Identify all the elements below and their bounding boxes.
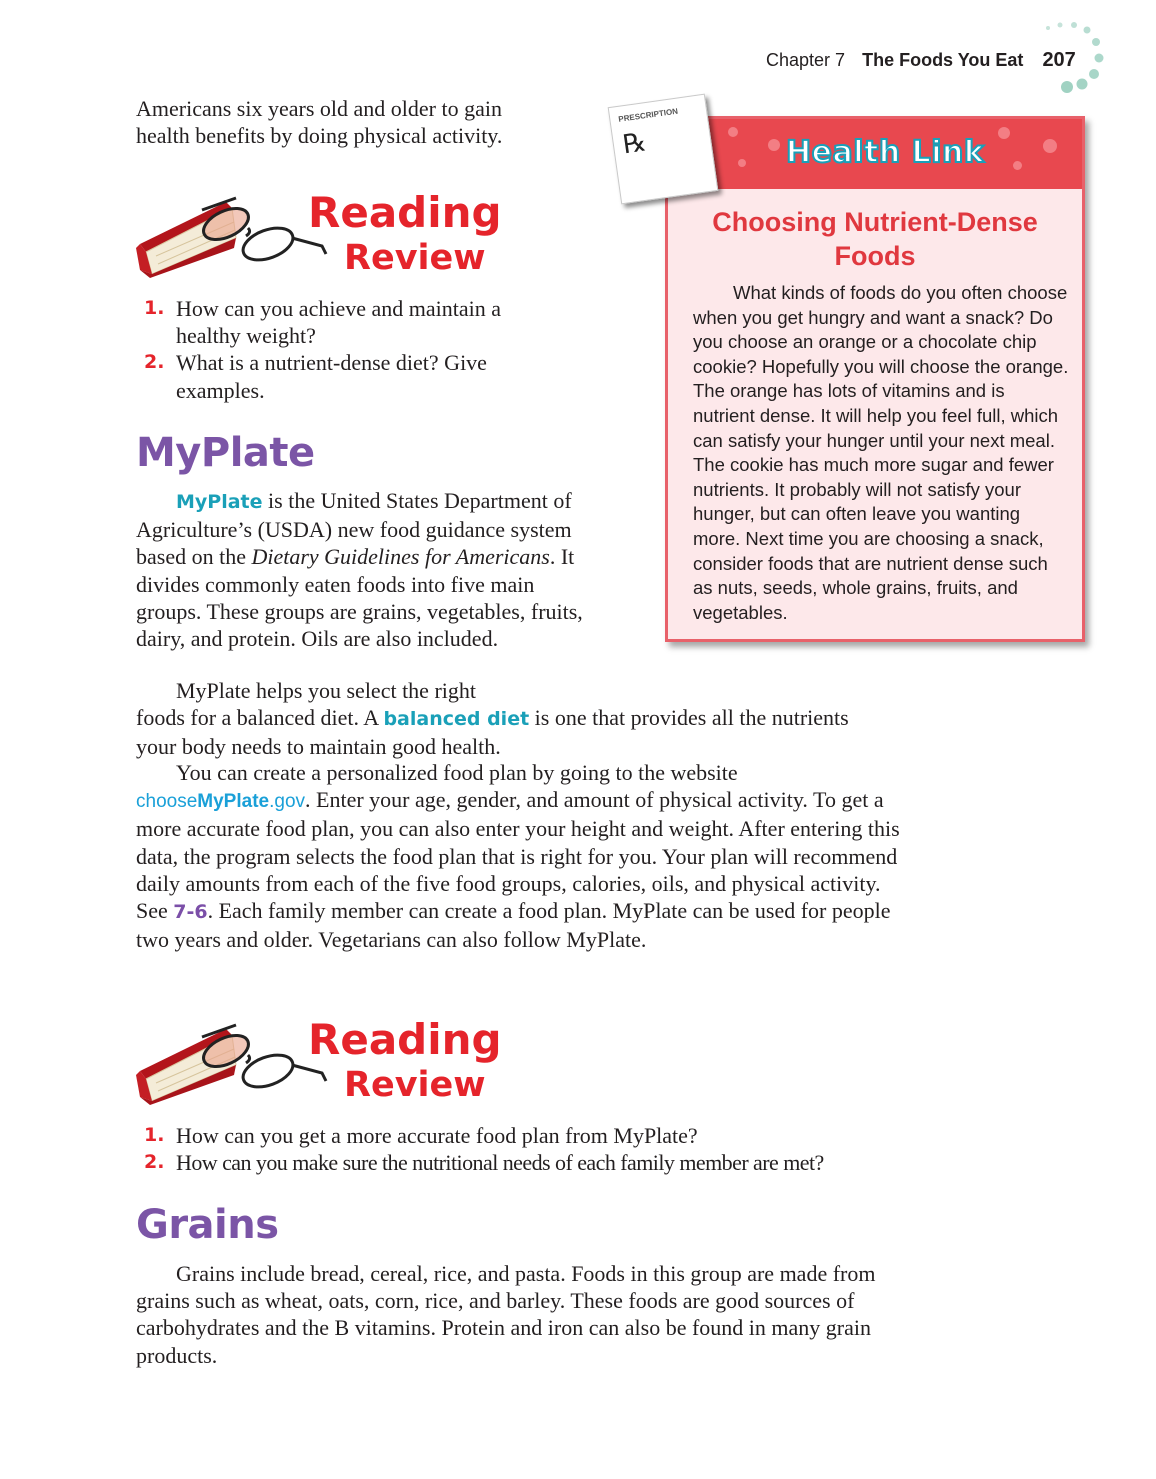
grains-heading: Grains xyxy=(136,1202,279,1248)
keyword-myplate: MyPlate xyxy=(176,491,263,513)
reading-review-title-word2: Review xyxy=(344,1065,486,1105)
health-link-box xyxy=(665,116,1085,642)
link-part: MyPlate xyxy=(197,791,270,813)
review-questions-1 xyxy=(136,295,566,404)
reading-review-title-word2: Review xyxy=(344,238,486,278)
keyword-balanced-diet: balanced diet xyxy=(383,708,530,730)
list-item xyxy=(136,1149,916,1176)
rx-symbol: ℞ xyxy=(621,127,649,161)
paragraph-text: . Enter your age, gender, and amount of physical activity. To get a more accurate food plan, you can also enter your height and weight. After entering this data, the program selects the food plan that is right for you. Your plan will recommend daily amounts from each of the five food groups, calories, oils, and physical activity. See xyxy=(136,787,900,924)
prescription-label: PRESCRIPTION xyxy=(617,106,679,124)
myplate-paragraph-1 xyxy=(136,487,586,652)
question-number: 2. xyxy=(144,351,165,374)
decorative-dot xyxy=(1013,161,1022,170)
decorative-dots xyxy=(1030,18,1120,98)
paragraph-text: is one that provides all the nutrients your body needs to maintain good health. xyxy=(136,705,849,760)
reading-review-title-word1: Reading xyxy=(308,1015,502,1064)
book-glasses-icon xyxy=(136,186,331,278)
paragraph-text: foods for a balanced diet. A xyxy=(136,705,384,730)
decorative-dot xyxy=(998,127,1010,139)
book-title: Dietary Guidelines for Americans xyxy=(251,544,550,570)
question-text: How can you achieve and maintain a healthy weight? xyxy=(176,296,501,349)
question-number: 1. xyxy=(144,1124,165,1146)
figure-reference[interactable]: 7-6 xyxy=(173,901,208,924)
link-part: choose xyxy=(136,791,198,813)
health-link-title: Health Link xyxy=(786,135,985,170)
list-item xyxy=(136,349,566,403)
health-link-header xyxy=(668,119,1082,189)
reading-review-title-word1: Reading xyxy=(308,188,502,237)
question-number: 1. xyxy=(144,297,165,319)
book-glasses-icon xyxy=(136,1013,331,1105)
website-link[interactable] xyxy=(136,791,305,812)
paragraph-text: . It divides commonly eaten foods into five main groups. These groups are grains, vegetables, fruits, dairy, and protein. Oils are also included. xyxy=(136,544,583,652)
intro-paragraph: Americans six years old and older to gain health benefits by doing physical activity. xyxy=(136,96,503,149)
chapter-label: Chapter 7 xyxy=(766,50,846,70)
myplate-paragraph-2 xyxy=(136,704,856,760)
reading-review-2 xyxy=(136,1013,506,1113)
list-item xyxy=(136,295,566,349)
decorative-dot xyxy=(768,139,780,151)
chapter-title: The Foods You Eat xyxy=(862,50,1024,70)
page-number: 207 xyxy=(1042,49,1076,71)
paragraph-text: is the United States Department of Agriculture’s (USDA) new food guidance system based on the xyxy=(136,488,572,570)
myplate-heading: MyPlate xyxy=(136,430,315,476)
decorative-dot xyxy=(1043,139,1057,153)
link-part: .gov xyxy=(269,791,306,813)
health-link-subtitle: Choosing Nutrient-Dense Foods xyxy=(712,207,1038,271)
question-text: How can you get a more accurate food plan from MyPlate? xyxy=(176,1123,698,1148)
review-questions-2 xyxy=(136,1122,916,1176)
question-text: What is a nutrient-dense diet? Give examples. xyxy=(176,350,487,403)
paragraph-text: You can create a personalized food plan by going to the website xyxy=(176,760,738,785)
health-link-body: What kinds of foods do you often choose when you get hungry and want a snack? Do you choose an orange or a chocolate chip cookie? Hopefully you will choose the orange. The orange has lots of vitamins and is nutrient dense. It will help you feel full, which can satisfy your hunger until your next meal. The cookie has much more sugar and fewer nutrients. It probably will not satisfy your hunger, but can often leave you wanting more. Next time you are choosing a snack, consider foods that are nutrient dense such as nuts, seeds, whole grains, fruits, and vegetables. xyxy=(693,282,1069,623)
prescription-note xyxy=(608,94,719,205)
question-number: 2. xyxy=(144,1151,165,1174)
question-text: How can you make sure the nutritional needs of each family member are met? xyxy=(176,1150,824,1176)
paragraph-text: . Each family member can create a food plan. MyPlate can be used for people two years and older. Vegetarians can also follow MyPlate. xyxy=(136,898,891,953)
decorative-dot xyxy=(728,127,738,137)
myplate-paragraph-2-line1: MyPlate helps you select the right xyxy=(176,678,476,703)
reading-review-1 xyxy=(136,186,506,286)
grains-paragraph: Grains include bread, cereal, rice, and pasta. Foods in this group are made from grains such as wheat, oats, corn, rice, and barley. These foods are good sources of carbohydrates and the B vitamins. Protein and iron can also be found in many grain products. xyxy=(136,1261,876,1368)
myplate-paragraph-3 xyxy=(136,759,904,953)
decorative-dot xyxy=(738,159,746,167)
list-item xyxy=(136,1122,916,1149)
